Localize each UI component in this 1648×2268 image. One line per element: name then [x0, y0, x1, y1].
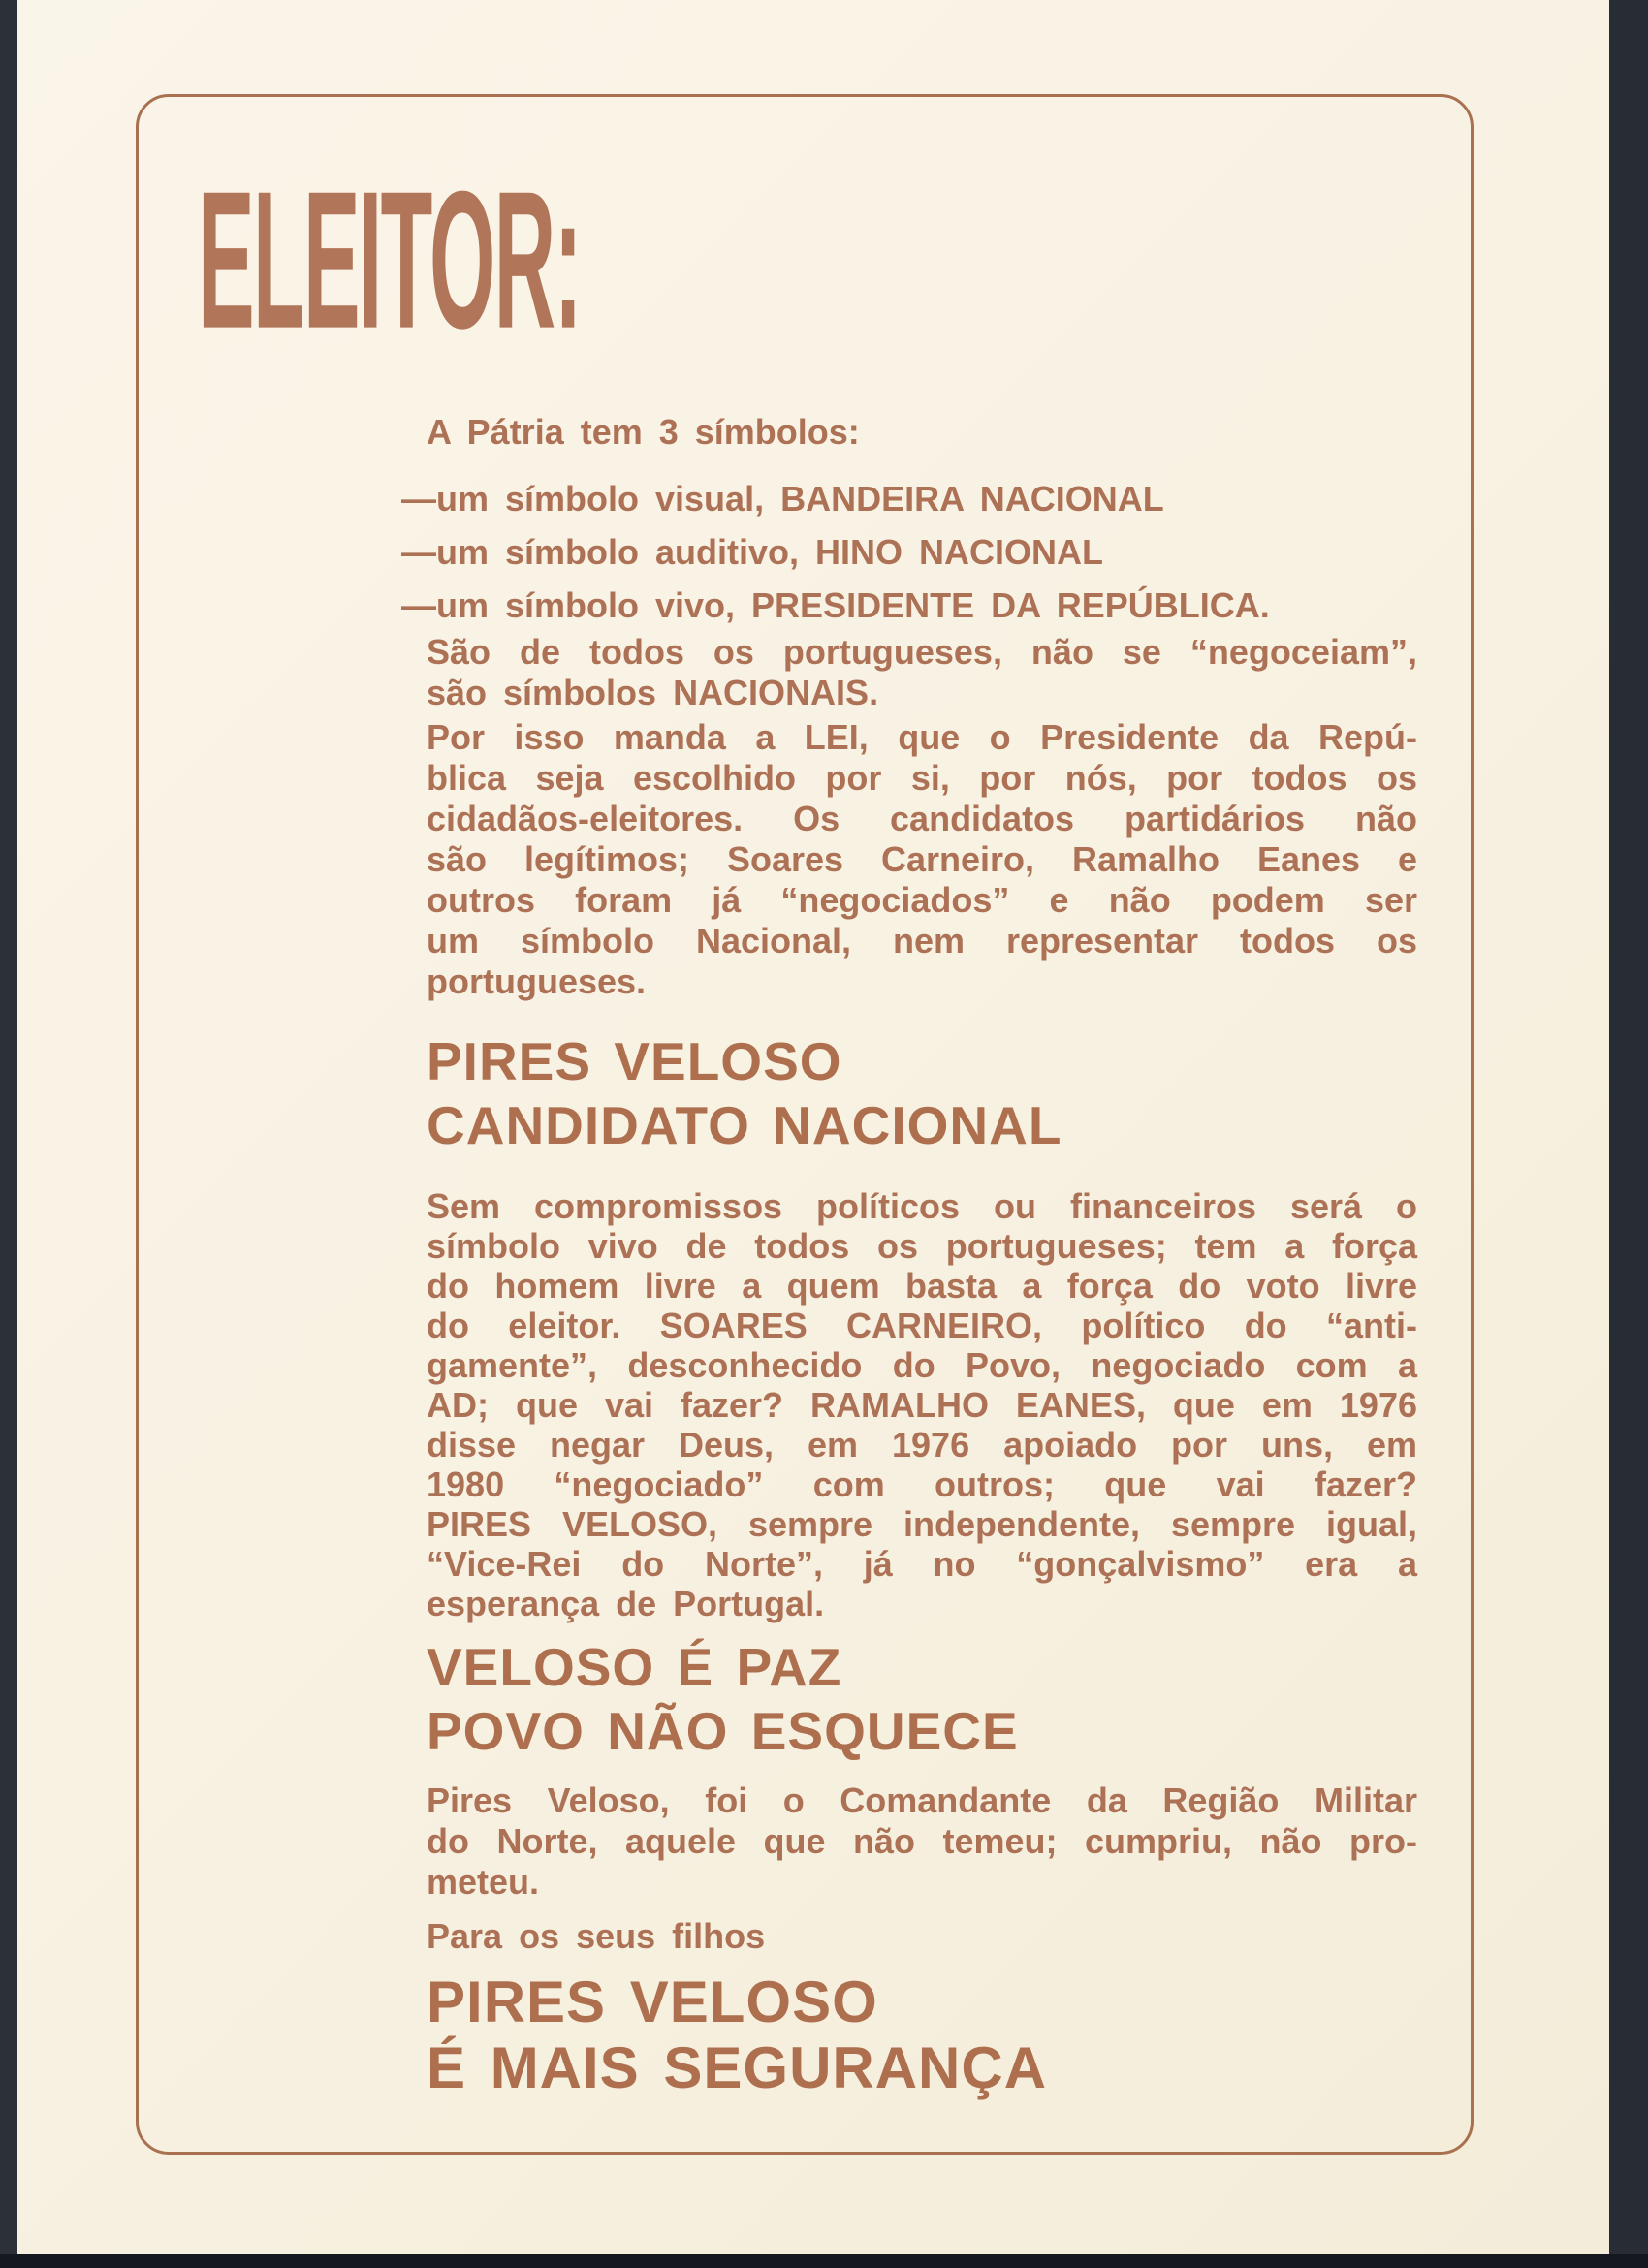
text-line: são símbolos NACIONAIS.	[427, 673, 879, 712]
symbols-list	[401, 472, 1417, 632]
text-line: disse negar Deus, em 1976 apoiado por uns, em	[427, 1425, 1417, 1465]
scan-edge-left	[0, 0, 17, 2268]
text-line: VELOSO É PAZ	[427, 1637, 842, 1697]
paragraph-comandante	[427, 1780, 1417, 1903]
text-line: são legítimos; Soares Carneiro, Ramalho Eanes e	[427, 839, 1417, 879]
text-line: Para os seus filhos	[427, 1916, 766, 1956]
text-line: São de todos os portugueses, não se “negoceiam”,	[427, 632, 1417, 672]
text-line: “Vice-Rei do Norte”, já no “gonçalvismo” era a	[427, 1544, 1417, 1584]
text-line: CANDIDATO NACIONAL	[427, 1095, 1062, 1155]
text-line: PIRES VELOSO, sempre independente, sempre igual,	[427, 1504, 1417, 1544]
text-line: outros foram já “negociados” e não podem ser	[427, 880, 1417, 920]
text-line: meteu.	[427, 1862, 540, 1902]
text-line: esperança de Portugal.	[427, 1584, 825, 1623]
filhos-line	[427, 1916, 1417, 1957]
text-line: Sem compromissos políticos ou financeiros será o	[427, 1186, 1417, 1226]
text-line: Pires Veloso, foi o Comandante da Região Militar	[427, 1780, 1417, 1820]
intro-line	[427, 412, 1417, 453]
paragraph-independence	[427, 1186, 1417, 1623]
text-line: do homem livre a quem basta a força do voto livre	[427, 1266, 1417, 1306]
text-line: um símbolo Nacional, nem representar todos os	[427, 921, 1417, 961]
text-line: É MAIS SEGURANÇA	[427, 2035, 1048, 2100]
text-line: portugueses.	[427, 961, 647, 1001]
text-line: Por isso manda a LEI, que o Presidente da Repú-	[427, 717, 1417, 757]
text-line: AD; que vai fazer? RAMALHO EANES, que em 1976	[427, 1385, 1417, 1425]
text-line: do eleitor. SOARES CARNEIRO, político do “anti-	[427, 1306, 1417, 1345]
headline: ELEITOR:	[198, 150, 581, 371]
leaflet-body	[401, 412, 1417, 2101]
text-line: blica seja escolhido por si, por nós, por todos os	[427, 758, 1417, 798]
section-heading-candidato-nacional	[427, 1029, 1417, 1157]
text-line: símbolo vivo de todos os portugueses; tem a força	[427, 1226, 1417, 1266]
text-line: —um símbolo visual, BANDEIRA NACIONAL	[401, 479, 1164, 519]
text-line: PIRES VELOSO	[427, 1969, 878, 2034]
text-line: PIRES VELOSO	[427, 1031, 842, 1091]
text-line: 1980 “negociado” com outros; que vai fazer?	[427, 1465, 1417, 1504]
text-line: POVO NÃO ESQUECE	[427, 1701, 1019, 1761]
closing-heading-seguranca	[427, 1969, 1417, 2101]
scan-edge-bottom	[0, 2254, 1648, 2268]
paragraph-symbols-national	[427, 632, 1417, 713]
text-line: cidadãos-eleitores. Os candidatos partidários não	[427, 799, 1417, 838]
scan-edge-right	[1609, 0, 1648, 2268]
text-line: gamente”, desconhecido do Povo, negociado com a	[427, 1345, 1417, 1385]
section-heading-veloso-paz	[427, 1635, 1417, 1763]
text-line: —um símbolo vivo, PRESIDENTE DA REPÚBLICA.	[401, 585, 1270, 625]
text-line: A Pátria tem 3 símbolos:	[427, 412, 860, 452]
text-line: do Norte, aquele que não temeu; cumpriu, não pro-	[427, 1821, 1417, 1861]
text-line: —um símbolo auditivo, HINO NACIONAL	[401, 532, 1104, 572]
paragraph-law	[427, 717, 1417, 1002]
